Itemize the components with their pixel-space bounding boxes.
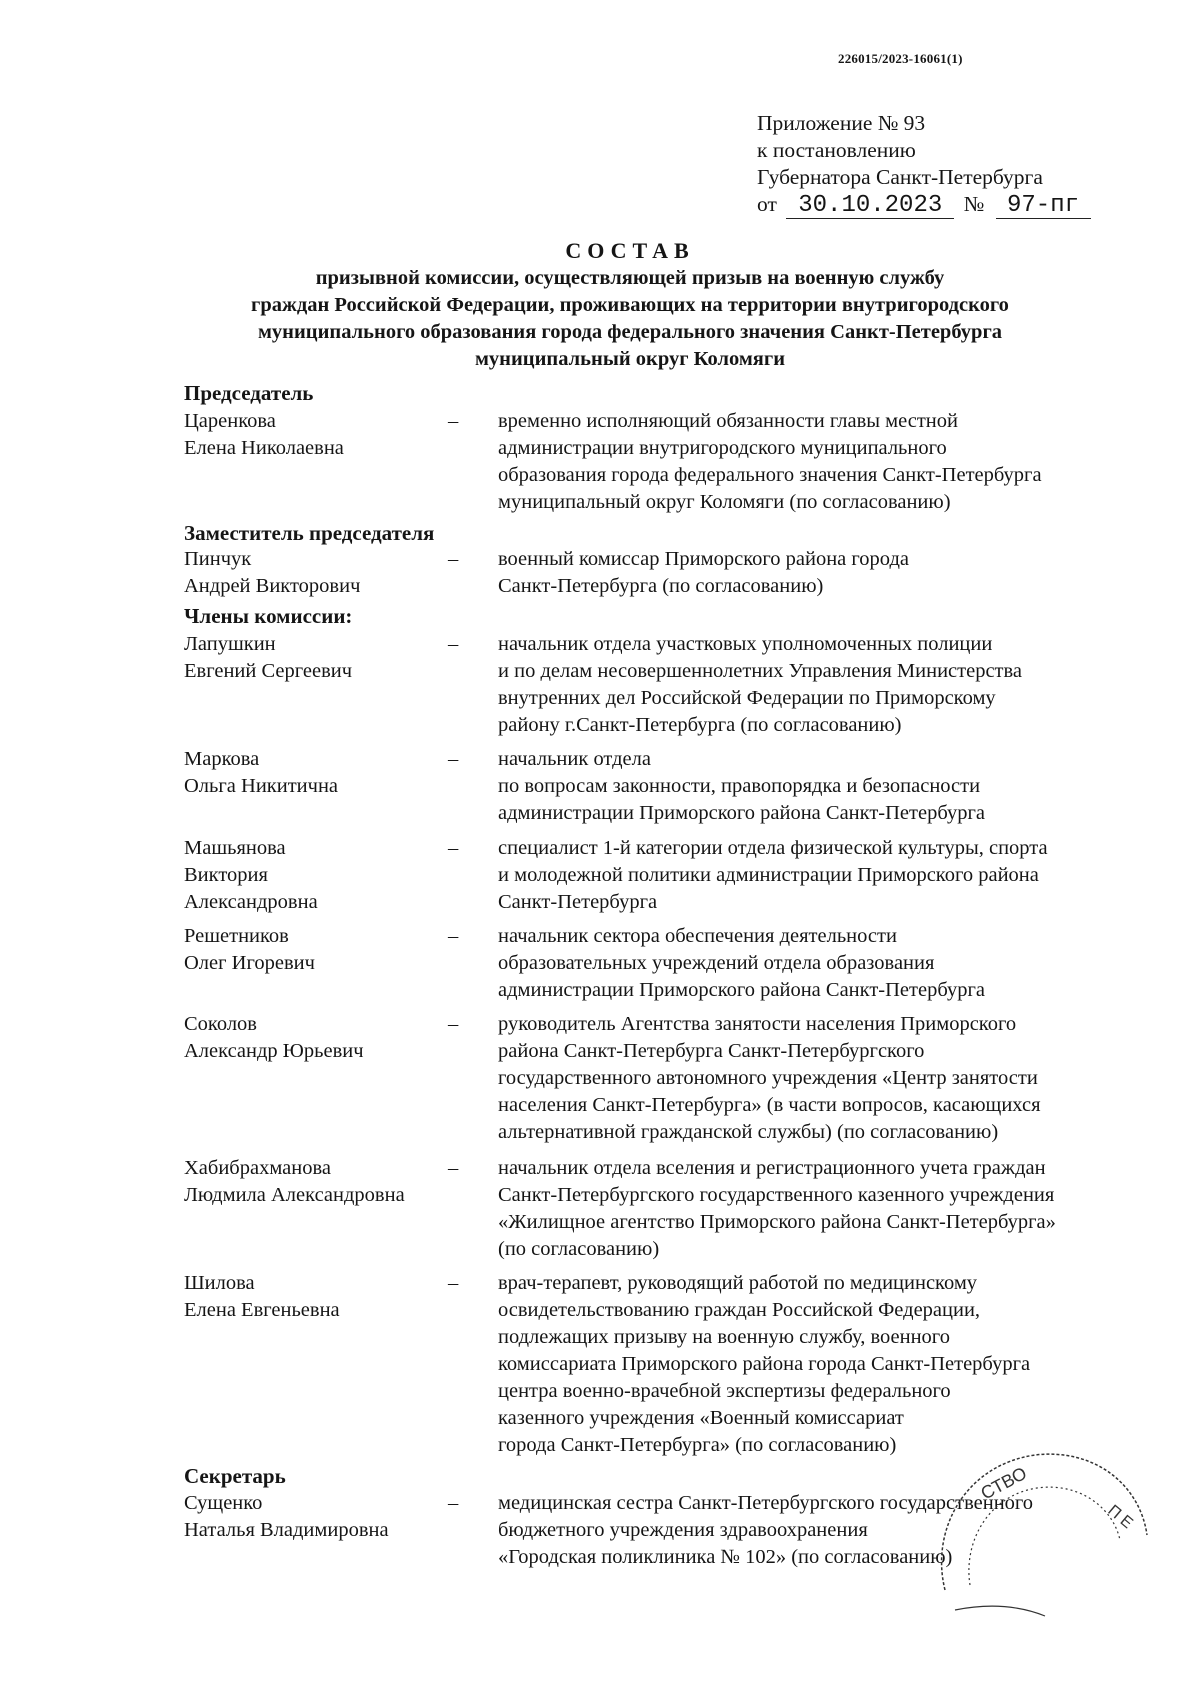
patronymic: Александровна [184,891,318,913]
dash: – [448,837,459,859]
member-name [184,835,446,916]
member-role [498,923,1124,1004]
role-line: начальник сектора обеспечения деятельности [498,925,897,947]
section-chairman: Председатель [184,381,314,405]
member-role [498,1155,1124,1263]
member-name [184,408,446,516]
number-sign: № [963,192,985,216]
role-line: администрации Приморского района Санкт-Петербурга [498,802,985,824]
member-entry [184,923,1124,1004]
surname: Машьянова [184,837,286,859]
role-line: начальник отдела участковых уполномоченных полиции [498,633,993,655]
dash: – [448,1492,459,1514]
member-entry [184,1011,1124,1146]
role-line: внутренних дел Российской Федерации по Приморскому [498,687,996,709]
member-entry [184,546,1124,600]
dash: – [448,925,459,947]
document-title: СОСТАВ [565,238,695,263]
surname: Пинчук [184,548,252,570]
svg-text:П Е: П Е [1104,1502,1136,1533]
role-line: освидетельствованию граждан Российской Федерации, [498,1299,981,1321]
dash: – [448,410,459,432]
subtitle-line: граждан Российской Федерации, проживающих на территории внутригородского [251,294,1009,316]
role-line: Санкт-Петербурга [498,891,658,913]
role-line: администрации Приморского района Санкт-Петербурга [498,979,985,1001]
appendix-line-2: к постановлению [757,138,916,162]
member-name [184,746,446,827]
given-names: Елена Евгеньевна [184,1299,340,1321]
member-entry [184,1270,1124,1459]
given-names: Елена Николаевна [184,437,344,459]
member-role [498,1270,1124,1459]
member-name [184,1011,446,1146]
role-line: Санкт-Петербурга (по согласованию) [498,575,824,597]
member-name [184,1155,446,1263]
member-role [498,546,1124,600]
section-members: Члены комиссии: [184,604,353,628]
surname: Лапушкин [184,633,276,655]
surname: Соколов [184,1013,257,1035]
dash: – [448,748,459,770]
dash: – [448,548,459,570]
role-line: начальник отдела [498,748,651,770]
dash: – [448,1272,459,1294]
role-line: города Санкт-Петербурга» (по согласованию) [498,1434,897,1456]
handwritten-number: 97-пг [996,194,1091,219]
member-name [184,546,446,600]
appendix-block [757,110,1091,219]
role-line: медицинская сестра Санкт-Петербургского государственного [498,1492,1034,1514]
given-names: Олег Игоревич [184,952,315,974]
role-line: (по согласованию) [498,1238,660,1260]
section-secretary: Секретарь [184,1464,286,1488]
role-line: бюджетного учреждения здравоохранения [498,1519,868,1541]
surname: Царенкова [184,410,276,432]
role-line: альтернативной гражданской службы) (по согласованию) [498,1121,999,1143]
role-line: «Жилищное агентство Приморского района Санкт-Петербурга» [498,1211,1056,1233]
member-name [184,1270,446,1459]
role-line: и по делам несовершеннолетних Управления Министерства [498,660,1023,682]
appendix-date-line [757,191,1091,219]
role-line: образовательных учреждений отдела образования [498,952,935,974]
role-line: военный комиссар Приморского района города [498,548,909,570]
role-line: администрации внутригородского муниципального [498,437,947,459]
role-line: района Санкт-Петербурга Санкт-Петербургского [498,1040,925,1062]
member-entry [184,631,1124,739]
role-line: населения Санкт-Петербурга» (в части вопросов, касающихся [498,1094,1041,1116]
role-line: казенного учреждения «Военный комиссариат [498,1407,904,1429]
role-line: «Городская поликлиника № 102» (по согласованию) [498,1546,953,1568]
role-line: Санкт-Петербургского государственного казенного учреждения [498,1184,1055,1206]
member-entry [184,835,1124,916]
from-label: от [757,192,777,216]
appendix-line-3: Губернатора Санкт-Петербурга [757,165,1043,189]
member-name [184,923,446,1004]
section-deputy: Заместитель председателя [184,521,435,545]
svg-text:СТВО: СТВО [977,1462,1030,1504]
member-entry [184,746,1124,827]
member-role [498,1011,1124,1146]
given-names: Ольга Никитична [184,775,339,797]
given-names: Александр Юрьевич [184,1040,364,1062]
member-role [498,631,1124,739]
dash: – [448,1013,459,1035]
role-line: специалист 1-й категории отдела физической культуры, спорта [498,837,1048,859]
role-line: по вопросам законности, правопорядка и безопасности [498,775,981,797]
document-id: 226015/2023-16061(1) [838,51,963,66]
member-name [184,1490,446,1571]
member-role [498,835,1124,916]
surname: Решетников [184,925,289,947]
dash: – [448,633,459,655]
surname: Хабибрахманова [184,1157,331,1179]
given-names: Евгений Сергеевич [184,660,353,682]
role-line: центра военно-врачебной экспертизы федерального [498,1380,951,1402]
role-line: начальник отдела вселения и регистрационного учета граждан [498,1157,1046,1179]
subtitle-line: муниципального образования города федерального значения Санкт-Петербурга [257,321,1003,343]
member-role [498,408,1124,516]
member-entry [184,408,1124,516]
role-line: району г.Санкт-Петербурга (по согласованию) [498,714,902,736]
surname: Маркова [184,748,260,770]
dash: – [448,1157,459,1179]
role-line: муниципальный округ Коломяги (по согласованию) [498,491,951,513]
given-names: Людмила Александровна [184,1184,405,1206]
subtitle-line: призывной комиссии, осуществляющей призыв на военную службу [315,267,945,289]
document-subtitle [180,265,1080,373]
given-names: Виктория [184,864,268,886]
given-names: Андрей Викторович [184,575,361,597]
role-line: временно исполняющий обязанности главы местной [498,410,958,432]
role-line: государственного автономного учреждения «Центр занятости [498,1067,1038,1089]
member-role [498,746,1124,827]
surname: Сущенко [184,1492,263,1514]
role-line: подлежащих призыву на военную службу, военного [498,1326,950,1348]
surname: Шилова [184,1272,255,1294]
official-stamp-icon [925,1440,1155,1620]
role-line: образования города федерального значения Санкт-Петербурга [498,464,1042,486]
handwritten-date: 30.10.2023 [786,194,954,219]
subtitle-line: муниципальный округ Коломяги [474,348,786,370]
role-line: комиссариата Приморского района города Санкт-Петербурга [498,1353,1031,1375]
role-line: и молодежной политики администрации Приморского района [498,864,1039,886]
member-name [184,631,446,739]
role-line: врач-терапевт, руководящий работой по медицинскому [498,1272,978,1294]
given-names: Наталья Владимировна [184,1519,389,1541]
member-entry [184,1155,1124,1263]
role-line: руководитель Агентства занятости населения Приморского [498,1013,1017,1035]
appendix-line-1: Приложение № 93 [757,111,926,135]
